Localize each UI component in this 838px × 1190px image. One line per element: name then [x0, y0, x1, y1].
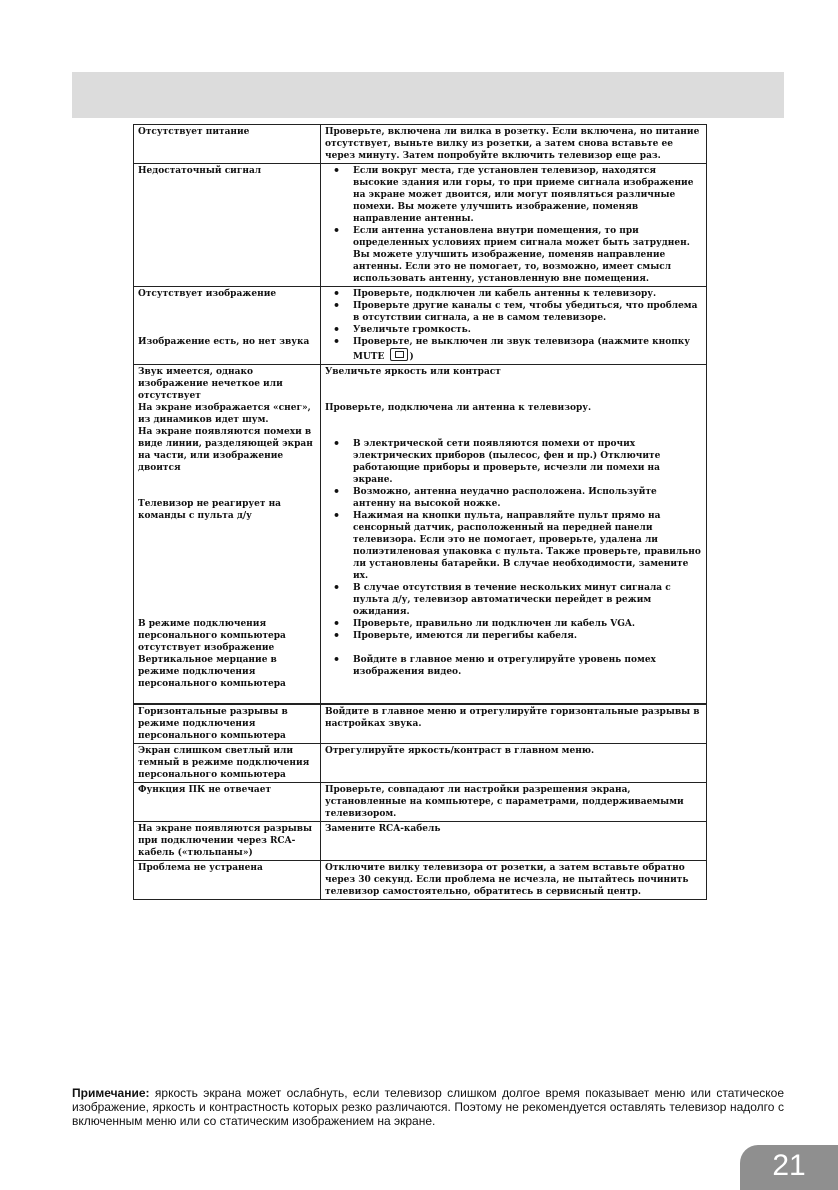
problem-text: Вертикальное мерцание в режиме подключения персонального компьютера [138, 655, 286, 689]
solution-cell: Проверьте, совпадают ли настройки разрешения экрана, установленные на компьютере, с параметрами, поддерживаемыми телевизором. [321, 783, 707, 822]
table-row [134, 783, 707, 822]
problem-cell: На экране появляются разрывы при подключении через RCA-кабель («тюльпаны») [134, 822, 321, 861]
note-paragraph [72, 1086, 784, 1128]
mute-text: Проверьте, не выключен ли звук телевизора (нажмите кнопку MUTE [353, 337, 691, 362]
bullet-list [325, 288, 702, 363]
solution-cell: Отключите вилку телевизора от розетки, а затем вставьте обратно через 30 секунд. Если проблема не исчезла, не пытайтесь починить телевизор самостоятельно, обратитесь в сервисный центр. [321, 861, 707, 900]
list-item: • Увеличьте громкость. [353, 324, 702, 336]
problem-cell: Недостаточный сигнал [134, 164, 321, 287]
table-row [134, 287, 707, 365]
solution-text: Увеличьте яркость или контраст [325, 367, 501, 377]
problem-text: Телевизор не реагирует на команды с пульта д/у [138, 499, 281, 521]
list-item: • В случае отсутствия в течение нескольких минут сигнала с пульта д/у, телевизор автоматически перейдет в режим ожидания. [353, 582, 702, 618]
solution-cell: Проверьте, включена ли вилка в розетку. Если включена, но питание отсутствует, выньте вилку из розетки, а затем снова вставьте ее через минуту. Затем попробуйте включить телевизор еще раз. [321, 125, 707, 164]
table-row [134, 704, 707, 744]
bullet-list [325, 165, 702, 285]
list-item: • Войдите в главное меню и отрегулируйте уровень помех изображения видео. [353, 654, 702, 678]
solution-cell [321, 164, 707, 287]
header-bar [72, 72, 784, 118]
problem-cell: Горизонтальные разрывы в режиме подключения персонального компьютера [134, 704, 321, 744]
problem-text: На экране появляются помехи в виде линии, разделяющей экран на части, или изображение двоится [138, 427, 313, 473]
problem-cell: Отсутствует питание [134, 125, 321, 164]
problem-cell [134, 287, 321, 365]
page-number: 21 [772, 1149, 806, 1182]
problem-cell [134, 365, 321, 705]
problem-text: В режиме подключения персонального компьютера отсутствует изображение [138, 619, 286, 653]
solution-cell: Отрегулируйте яркость/контраст в главном меню. [321, 744, 707, 783]
list-item: • Если антенна установлена внутри помещения, то при определенных условиях прием сигнала может быть затруднен. Вы можете улучшить изображение, поменяв направление антенны. Если это не помогает, то, возможно, имеет смысл использовать антенну, установленную вне помещения. [353, 225, 702, 285]
list-item: • В электрической сети появляются помехи от прочих электрических приборов (пылесос, фен и пр.) Отключите работающие приборы и проверьте, исчезли ли помехи на экране. [353, 438, 702, 486]
page-number-tab [740, 1145, 838, 1190]
problem-cell: Проблема не устранена [134, 861, 321, 900]
list-item [353, 336, 702, 363]
solution-cell: Войдите в главное меню и отрегулируйте горизонтальные разрывы в настройках звука. [321, 704, 707, 744]
list-item: • Проверьте, имеются ли перегибы кабеля. [353, 630, 702, 642]
table-row [134, 861, 707, 900]
list-item: • Проверьте, подключен ли кабель антенны к телевизору. [353, 288, 702, 300]
solution-text: Проверьте, подключена ли антенна к телевизору. [325, 403, 592, 413]
problem-cell: Функция ПК не отвечает [134, 783, 321, 822]
table-row [134, 365, 707, 705]
problem-text: На экране изображается «снег», из динамиков идет шум. [138, 403, 311, 425]
list-item: • Если вокруг места, где установлен телевизор, находятся высокие здания или горы, то при приеме сигнала изображение на экране может двоится, или могут появляться различные помехи. Вы можете улучшить изображение, поменяв направление антенны. [353, 165, 702, 225]
table-row [134, 125, 707, 164]
troubleshooting-table [133, 124, 707, 900]
list-item: • Проверьте другие каналы с тем, чтобы убедиться, что проблема в отсутствии сигнала, а не в самом телевизоре. [353, 300, 702, 324]
table-row [134, 164, 707, 287]
table-row [134, 822, 707, 861]
problem-text: Звук имеется, однако изображение нечеткое или отсутствует [138, 367, 283, 401]
problem-cell: Экран слишком светлый или темный в режиме подключения персонального компьютера [134, 744, 321, 783]
note-text: яркость экрана может ослабнуть, если телевизор слишком долгое время показывает меню или статическое изображение, яркость и контрастность которых резко различаются. Поэтому не рекомендуется оставлять телевизор надолго с включенным меню или со статическим изображением на экране. [72, 1086, 784, 1128]
problem-text: Изображение есть, но нет звука [138, 337, 310, 347]
problem-text: Отсутствует изображение [138, 289, 277, 299]
solution-cell [321, 365, 707, 705]
list-item: • Проверьте, правильно ли подключен ли кабель VGA. [353, 618, 702, 630]
note-label: Примечание: [72, 1086, 150, 1100]
list-item: • Возможно, антенна неудачно расположена. Используйте антенну на высокой ножке. [353, 486, 702, 510]
list-item: • Нажимая на кнопки пульта, направляйте пульт прямо на сенсорный датчик, расположенный на передней панели телевизора. Если это не помогает, проверьте, удалена ли полиэтиленовая упаковка с пульта. Также проверьте, правильно ли установлены батарейки. В случае необходимости, замените их. [353, 510, 702, 582]
table-row [134, 744, 707, 783]
solution-cell [321, 287, 707, 365]
bullet-list [325, 654, 702, 678]
mute-text-end: ) [409, 352, 414, 362]
solution-cell: Замените RCA-кабель [321, 822, 707, 861]
mute-button-icon [390, 348, 408, 361]
bullet-list [325, 438, 702, 642]
